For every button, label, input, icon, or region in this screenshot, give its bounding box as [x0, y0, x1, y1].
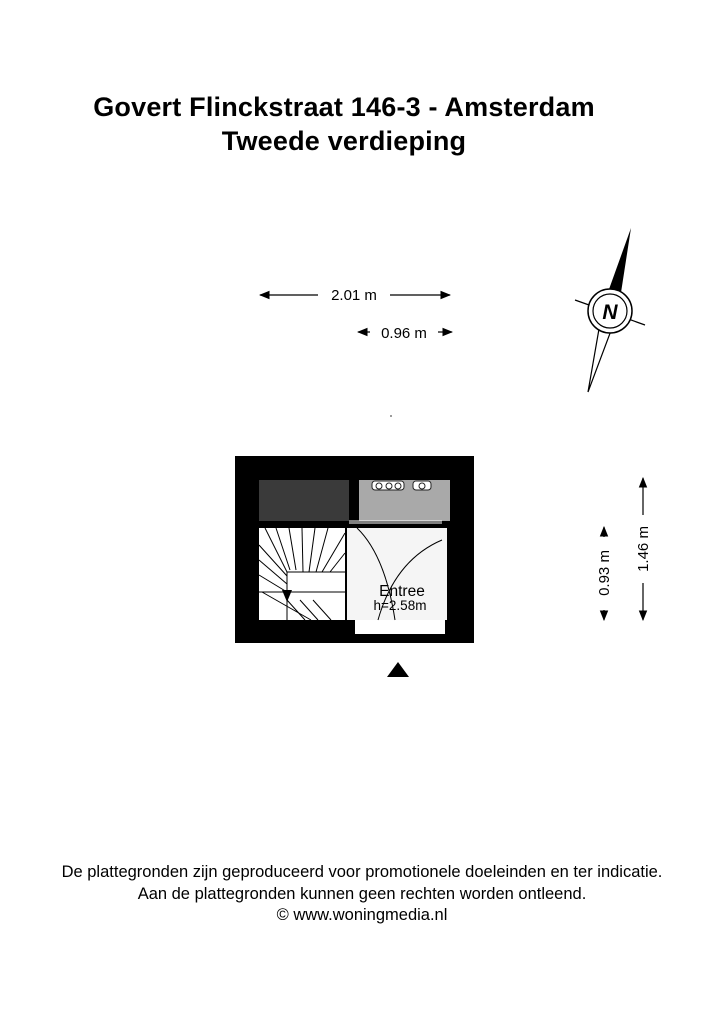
room-entree-height: h=2.58m: [373, 598, 427, 613]
dimension-height-partial-label: 0.93 m: [596, 550, 613, 596]
inaccessible-area: [259, 480, 349, 521]
dimension-height-total-label: 1.46 m: [635, 526, 652, 572]
plan-title: Govert Flinckstraat 146-3 - Amsterdam: [93, 92, 595, 122]
room-entree-label: Entree: [379, 583, 425, 600]
entrance-doorway: [355, 620, 445, 634]
storage-fixtures: [372, 481, 431, 490]
dimension-width-partial: [358, 325, 452, 342]
copyright-line: © www.woningmedia.nl: [276, 906, 448, 924]
floor-subtitle: Tweede verdieping: [221, 126, 467, 156]
dimension-height-total: [635, 478, 652, 620]
compass-north-label: N: [602, 301, 618, 324]
dimension-height-partial: [596, 527, 613, 620]
floor-plan-walls: [235, 456, 474, 643]
dimension-width-total-label: 2.01 m: [331, 287, 377, 304]
disclaimer-line-2: Aan de plattegronden kunnen geen rechten worden ontleend.: [137, 885, 587, 903]
disclaimer-line-1: De plattegronden zijn geproduceerd voor promotionele doeleinden en ter indicatie.: [61, 863, 663, 881]
entrance-arrow-icon: [387, 662, 409, 677]
dimension-width-partial-label: 0.96 m: [381, 325, 427, 342]
north-compass: [575, 228, 645, 392]
dimension-width-total: [260, 287, 450, 304]
